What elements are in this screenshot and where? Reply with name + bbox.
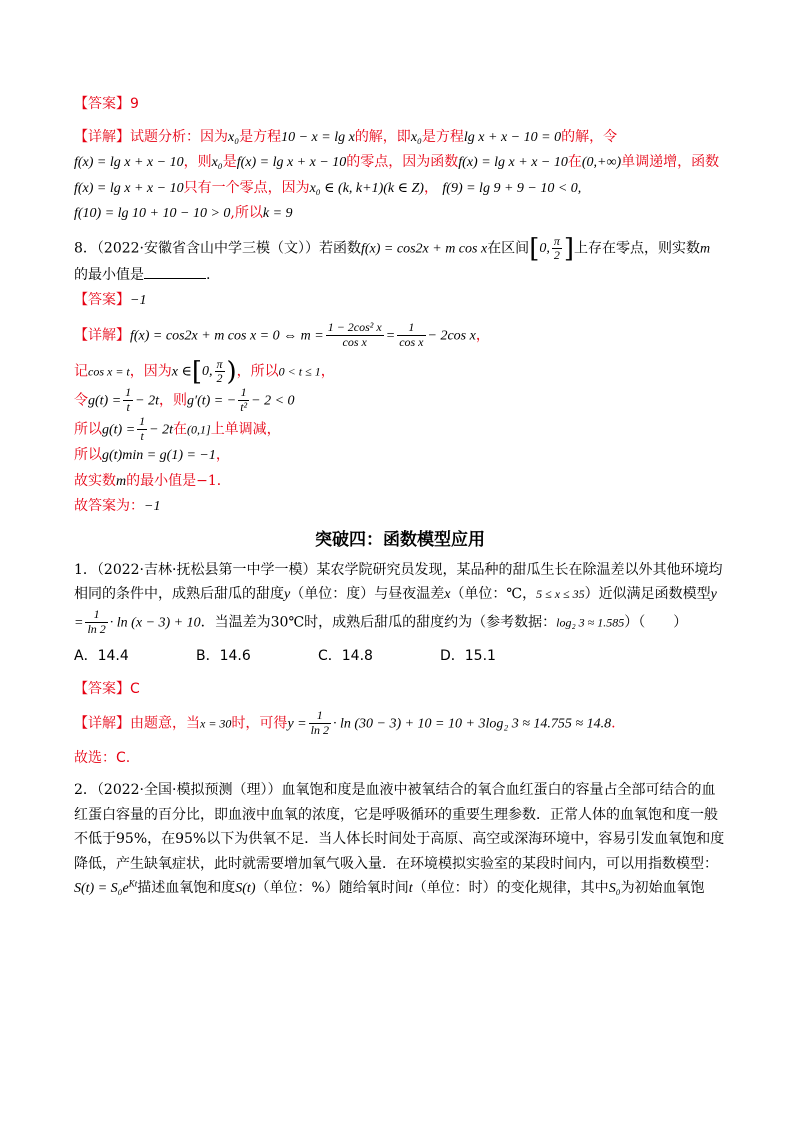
option-d: D．15.1 — [440, 648, 496, 665]
q8-detail: 【详解】f(x) = cos2x + m cos x = 0 ⇔ m = $\frac{\text{1 − 2cos² x}}{\text{cos x}}$ = $\frac{1}{\text{cos x}}$ − 2cos x， 记cos x = t，因为x ∈[0, $\frac{\pi}{2}$ )，所以0 < t ≤ 1， 令g(t) = $\frac{1}{t}$ − 2t，则g′(t) = − $\frac{1}{\text{t²}}$ − 2 < 0 所以g(t) = $\frac{1}{t}$ − 2t在(0,1]上单调减， 所以g(t)min = g(1) = −1， 故实数m的最小值是−1． 故答案为：−1 — [74, 320, 490, 515]
p2-question: 2．（2022·全国·模拟预测（理））血氧饱和度是血液中被氧结合的氧合血红蛋白的容量占全部可结合的血红蛋白容量的百分比，即血液中血氧的浓度，它是呼吸循环的重要生理参数．正常人体的血氧饱和度一般不低于95%，在95%以下为供氧不足．当人体长时间处于高原、高空或深海环境中，容易引发血氧饱和度降低，产生缺氧症状，此时就需要增加氧气吸入量．在环境模拟实验室的某段时间内，可以用指数模型：$S(t) = S_0e^{Kt}$描述血氧饱和度S(t)（单位：%）随给氧时间t（单位：时）的变化规律，其中S₀为初始血氧饱 — [74, 782, 725, 897]
p1-detail: 【详解】由题意，当x = 30时，可得y = $\frac{1}{\ln 2}$ · ln (30 − 3) + 10 = 10 + 3log₂ 3 ≈ 14.755 ≈ 14.8. — [74, 708, 616, 738]
p1-choose: 故选：C. — [74, 749, 131, 766]
q7-answer: 【答案】9 — [74, 96, 139, 112]
option-a: A．14.4 — [74, 648, 129, 665]
option-c: C．14.8 — [318, 648, 373, 665]
answer-blank — [144, 264, 206, 279]
q8-answer: 【答案】−1 — [74, 291, 147, 308]
p1-answer: 【答案】C — [74, 680, 140, 697]
q7-detail: 【详解】试题分析：因为x₀是方程10 − x = lg x的解，即x₀是方程lg x + x − 10 = 0的解，令 f(x) = lg x + x − 10，则x₀是f(x) = lg x + x − 10的零点，因为函数f(x) = lg x + x − 10在(0,+∞)单调递增，函数f(x) = lg x + x − 10只有一个零点，因为x₀ ∈ (k, k+1)(k ∈ Z)， f(9) = lg 9 + 9 − 10 < 0, f(10) = lg 10 + 10 − 10 > 0,所以k = 9 — [74, 128, 720, 221]
document-page — [74, 92, 726, 902]
p1-options — [74, 644, 726, 669]
q8-question: 8．（2022·安徽省含山中学三模（文））若函数f(x) = cos2x + m cos x在区间[0, $\frac{\pi}{2}$ ]上存在零点，则实数m 的最小值是 . — [74, 233, 711, 284]
section-title: 突破四：函数模型应用 — [315, 529, 485, 550]
p1-question: 1．（2022·吉林·抚松县第一中学一模）某农学院研究员发现，某品种的甜瓜生长在除温差以外其他环境均相同的条件中，成熟后甜瓜的甜度y（单位：度）与昼夜温差x（单位：℃，5 ≤ x ≤ 35）近似满足函数模型y = $\frac{1}{\ln 2}$ · ln (x − 3) + 10．当温差为30℃时，成熟后甜瓜的甜度约为（参考数据：log₂ 3 ≈ 1.585）（ ） — [74, 561, 723, 636]
option-b: B．14.6 — [196, 648, 251, 665]
